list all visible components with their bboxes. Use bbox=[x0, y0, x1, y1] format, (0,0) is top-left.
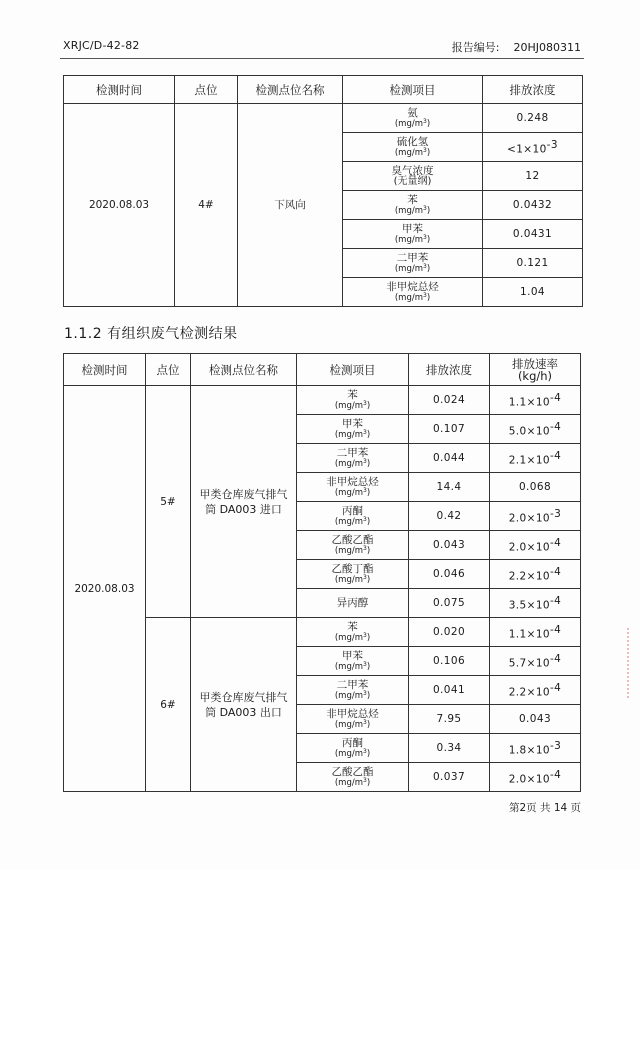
concentration-cell bbox=[483, 133, 583, 162]
table2-col-header bbox=[490, 354, 581, 386]
report-number-value: 20HJ080311 bbox=[513, 41, 581, 54]
table2-col-header: 检测项目 bbox=[297, 354, 409, 386]
item-name: 二甲苯 bbox=[336, 679, 369, 691]
item-cell bbox=[297, 647, 409, 676]
point-name-cell: 下风向 bbox=[238, 104, 343, 307]
emission-rate-cell-exponent: -4 bbox=[549, 681, 562, 694]
point-cell: 6# bbox=[146, 618, 191, 792]
item-unit: $(mg/m^3)$ bbox=[334, 690, 371, 701]
unit-text: mg/m bbox=[398, 235, 423, 245]
unit-text: mg/m bbox=[338, 575, 363, 585]
concentration-cell-value: 0.0431 bbox=[512, 228, 553, 240]
point-name-line1: 甲类仓库废气排气 bbox=[199, 690, 288, 704]
emission-rate-cell-value: 2.2×10 bbox=[508, 686, 550, 699]
emission-rate-cell bbox=[490, 676, 581, 705]
item-cell bbox=[297, 531, 409, 560]
unit-text: mg/m bbox=[398, 293, 423, 303]
concentration-cell-value: 0.121 bbox=[516, 257, 549, 269]
emission-rate-cell-exponent: -4 bbox=[549, 768, 562, 781]
item-name: 苯 bbox=[407, 194, 418, 206]
concentration-cell-value: 1.04 bbox=[520, 286, 545, 298]
concentration-cell bbox=[409, 560, 490, 589]
item-unit: $(mg/m^3)$ bbox=[334, 487, 371, 498]
point-name-line2: 筒 DA003 出口 bbox=[205, 705, 282, 719]
point-name-cell bbox=[191, 618, 297, 792]
concentration-value: 14.4 bbox=[436, 481, 462, 493]
emission-rate-cell-exponent: -4 bbox=[549, 449, 562, 462]
item-cell bbox=[297, 386, 409, 415]
point-cell: 5# bbox=[146, 386, 191, 618]
unit-text: mg/m bbox=[338, 401, 363, 411]
document-code: XRJC/D-42-82 bbox=[63, 39, 140, 52]
point-name-cell bbox=[191, 386, 297, 618]
item-cell bbox=[297, 676, 409, 705]
item-name: 甲苯 bbox=[342, 418, 363, 430]
emission-rate-cell-exponent: -4 bbox=[549, 565, 562, 578]
item-unit: $(mg/m^3)$ bbox=[334, 777, 371, 788]
unit-text: mg/m bbox=[338, 691, 363, 701]
table-row bbox=[64, 104, 583, 133]
item-name: 氨 bbox=[407, 107, 418, 119]
item-unit: (无量纲) bbox=[393, 176, 432, 187]
table2-col-header: 点位 bbox=[146, 354, 191, 386]
item-name: 非甲烷总烃 bbox=[326, 476, 379, 488]
emission-rate-cell bbox=[490, 763, 581, 792]
concentration-cell bbox=[409, 618, 490, 647]
point-cell: 4# bbox=[175, 104, 238, 307]
unit-text: mg/m bbox=[338, 546, 363, 556]
emission-rate-cell-value: 2.0×10 bbox=[508, 512, 550, 525]
item-cell bbox=[297, 763, 409, 792]
unit-text: mg/m bbox=[398, 119, 423, 129]
unorganized-emission-table bbox=[63, 75, 583, 307]
item-unit: $(mg/m^3)$ bbox=[394, 118, 431, 129]
unit-text: mg/m bbox=[338, 517, 363, 527]
emission-rate-cell-exponent: -4 bbox=[549, 391, 562, 404]
concentration-cell bbox=[483, 104, 583, 133]
header-rule bbox=[60, 58, 584, 59]
emission-rate-cell-value: 1.1×10 bbox=[508, 396, 550, 409]
concentration-cell bbox=[409, 473, 490, 502]
concentration-cell bbox=[409, 763, 490, 792]
concentration-cell bbox=[409, 589, 490, 618]
rate-header-line1: 排放速率 bbox=[512, 356, 558, 371]
item-unit: $(mg/m^3)$ bbox=[394, 205, 431, 216]
concentration-cell bbox=[483, 278, 583, 307]
concentration-cell bbox=[409, 502, 490, 531]
item-unit: $(mg/m^3)$ bbox=[334, 545, 371, 556]
concentration-cell bbox=[409, 386, 490, 415]
emission-rate-cell-exponent: -3 bbox=[549, 507, 562, 520]
item-name: 苯 bbox=[347, 621, 358, 633]
concentration-cell bbox=[483, 249, 583, 278]
seal-edge-mark bbox=[627, 628, 637, 698]
item-name: 甲苯 bbox=[342, 650, 363, 662]
unit-text: mg/m bbox=[398, 206, 423, 216]
unit-text: mg/m bbox=[338, 459, 363, 469]
item-cell bbox=[343, 133, 483, 162]
report-number-label: 报告编号: bbox=[451, 41, 500, 54]
concentration-cell-value: <1×10 bbox=[507, 143, 547, 156]
emission-rate-cell bbox=[490, 502, 581, 531]
unit-text: mg/m bbox=[338, 778, 363, 788]
emission-rate-cell bbox=[490, 415, 581, 444]
item-name: 二甲苯 bbox=[336, 447, 369, 459]
item-unit: $(mg/m^3)$ bbox=[334, 429, 371, 440]
item-name: 乙酸乙酯 bbox=[331, 534, 374, 546]
item-cell bbox=[297, 560, 409, 589]
item-unit: $(mg/m^3)$ bbox=[334, 516, 371, 527]
table-row bbox=[64, 386, 581, 415]
concentration-value: 0.42 bbox=[436, 510, 462, 522]
item-unit: $(mg/m^3)$ bbox=[334, 574, 371, 585]
concentration-value: 0.106 bbox=[432, 655, 466, 667]
item-unit: $(mg/m^3)$ bbox=[334, 748, 371, 759]
unit-text: mg/m bbox=[398, 264, 423, 274]
emission-rate-cell bbox=[490, 473, 581, 502]
item-cell bbox=[343, 220, 483, 249]
concentration-value: 0.043 bbox=[432, 539, 466, 551]
concentration-cell bbox=[409, 444, 490, 473]
item-cell bbox=[297, 473, 409, 502]
unit-text: mg/m bbox=[338, 749, 363, 759]
item-name: 乙酸乙酯 bbox=[331, 766, 374, 778]
item-name: 异丙醇 bbox=[336, 597, 369, 609]
item-cell bbox=[297, 705, 409, 734]
unit-text: mg/m bbox=[338, 720, 363, 730]
item-name: 硫化氢 bbox=[396, 136, 429, 148]
emission-rate-cell-value: 0.068 bbox=[518, 481, 552, 493]
item-name: 非甲烷总烃 bbox=[326, 708, 379, 720]
item-unit: $(mg/m^3)$ bbox=[334, 400, 371, 411]
concentration-cell bbox=[409, 647, 490, 676]
item-unit: $(mg/m^3)$ bbox=[334, 719, 371, 730]
emission-rate-cell bbox=[490, 705, 581, 734]
unit-text: mg/m bbox=[398, 148, 423, 158]
item-cell bbox=[297, 415, 409, 444]
rate-header-line2: (kg/h) bbox=[517, 368, 553, 383]
point-name-line1: 甲类仓库废气排气 bbox=[199, 487, 288, 501]
unit-text: mg/m bbox=[338, 488, 363, 498]
concentration-value: 0.34 bbox=[436, 742, 462, 754]
emission-rate-cell-exponent: -3 bbox=[549, 739, 562, 752]
organized-emission-table bbox=[63, 353, 581, 792]
blank-area bbox=[0, 870, 640, 1054]
emission-rate-cell-value: 3.5×10 bbox=[508, 599, 550, 612]
concentration-cell-value: 12 bbox=[525, 170, 540, 182]
item-unit: $(mg/m^3)$ bbox=[394, 234, 431, 245]
concentration-cell bbox=[409, 415, 490, 444]
unit-text: mg/m bbox=[338, 662, 363, 672]
concentration-cell bbox=[483, 162, 583, 191]
emission-rate-cell bbox=[490, 589, 581, 618]
item-cell bbox=[343, 162, 483, 191]
emission-rate-cell-value: 1.1×10 bbox=[508, 628, 550, 641]
point-name-line2: 筒 DA003 进口 bbox=[205, 502, 282, 516]
emission-rate-cell-exponent: -4 bbox=[549, 420, 562, 433]
emission-rate-cell-value: 2.1×10 bbox=[508, 454, 550, 467]
item-name: 苯 bbox=[347, 389, 358, 401]
emission-rate-cell bbox=[490, 618, 581, 647]
concentration-cell-value: 0.248 bbox=[516, 112, 549, 124]
item-cell bbox=[297, 734, 409, 763]
unit-text: mg/m bbox=[338, 633, 363, 643]
table2-header-row bbox=[64, 354, 581, 386]
test-date-cell: 2020.08.03 bbox=[64, 104, 175, 307]
emission-rate-cell bbox=[490, 531, 581, 560]
concentration-cell bbox=[483, 220, 583, 249]
emission-rate-cell-value: 1.8×10 bbox=[508, 744, 550, 757]
item-cell bbox=[343, 104, 483, 133]
table1-col-header: 检测项目 bbox=[343, 76, 483, 104]
emission-rate-cell-value: 0.043 bbox=[518, 713, 552, 725]
item-cell bbox=[343, 249, 483, 278]
concentration-cell bbox=[483, 191, 583, 220]
item-unit: $(mg/m^3)$ bbox=[334, 632, 371, 643]
item-cell bbox=[297, 444, 409, 473]
item-unit: $(mg/m^3)$ bbox=[334, 661, 371, 672]
concentration-cell bbox=[409, 705, 490, 734]
concentration-value: 0.020 bbox=[432, 626, 466, 638]
page-number: 第2页 共 14 页 bbox=[509, 802, 582, 814]
item-unit: $(mg/m^3)$ bbox=[334, 458, 371, 469]
emission-rate-cell-exponent: -4 bbox=[549, 652, 562, 665]
concentration-cell-exponent: -3 bbox=[546, 138, 558, 151]
table1-col-header: 检测点位名称 bbox=[238, 76, 343, 104]
unit-text: mg/m bbox=[338, 430, 363, 440]
table2-col-header: 检测点位名称 bbox=[191, 354, 297, 386]
emission-rate-cell-value: 2.0×10 bbox=[508, 773, 550, 786]
item-unit: $(mg/m^3)$ bbox=[394, 292, 431, 303]
concentration-cell-value: 0.0432 bbox=[512, 199, 553, 211]
emission-rate-cell-value: 2.0×10 bbox=[508, 541, 550, 554]
emission-rate-cell bbox=[490, 647, 581, 676]
test-date-cell: 2020.08.03 bbox=[64, 386, 146, 792]
concentration-value: 0.037 bbox=[432, 771, 466, 783]
item-cell bbox=[297, 502, 409, 531]
item-name: 二甲苯 bbox=[396, 252, 429, 264]
item-name: 臭气浓度 bbox=[391, 165, 434, 177]
table1-col-header: 排放浓度 bbox=[483, 76, 583, 104]
emission-rate-cell-exponent: -4 bbox=[549, 623, 562, 636]
emission-rate-cell-value: 2.2×10 bbox=[508, 570, 550, 583]
emission-rate-cell bbox=[490, 444, 581, 473]
emission-rate-cell bbox=[490, 386, 581, 415]
item-cell bbox=[343, 191, 483, 220]
emission-rate-cell-exponent: -4 bbox=[549, 594, 562, 607]
table2-col-header: 排放浓度 bbox=[409, 354, 490, 386]
item-unit: $(mg/m^3)$ bbox=[394, 263, 431, 274]
item-cell bbox=[297, 618, 409, 647]
concentration-value: 0.044 bbox=[432, 452, 466, 464]
item-cell bbox=[343, 278, 483, 307]
emission-rate-cell bbox=[490, 734, 581, 763]
concentration-value: 7.95 bbox=[436, 713, 462, 725]
emission-rate-cell-exponent: -4 bbox=[549, 536, 562, 549]
item-name: 乙酸丁酯 bbox=[331, 563, 374, 575]
table1-col-header: 检测时间 bbox=[64, 76, 175, 104]
concentration-value: 0.075 bbox=[432, 597, 466, 609]
item-name: 非甲烷总烃 bbox=[386, 281, 439, 293]
emission-rate-cell-value: 5.0×10 bbox=[508, 425, 550, 438]
table1-col-header: 点位 bbox=[175, 76, 238, 104]
concentration-cell bbox=[409, 531, 490, 560]
table1-header-row bbox=[64, 76, 583, 104]
concentration-cell bbox=[409, 676, 490, 705]
section-title: 1.1.2 有组织废气检测结果 bbox=[64, 326, 238, 342]
item-name: 甲苯 bbox=[402, 223, 423, 235]
concentration-cell bbox=[409, 734, 490, 763]
emission-rate-cell-value: 5.7×10 bbox=[508, 657, 550, 670]
item-name: 丙酮 bbox=[342, 737, 363, 749]
item-cell bbox=[297, 589, 409, 618]
concentration-value: 0.041 bbox=[432, 684, 466, 696]
item-unit: $(mg/m^3)$ bbox=[394, 147, 431, 158]
concentration-value: 0.046 bbox=[432, 568, 466, 580]
report-number bbox=[438, 39, 581, 55]
table2-col-header: 检测时间 bbox=[64, 354, 146, 386]
item-name: 丙酮 bbox=[342, 505, 363, 517]
emission-rate-cell bbox=[490, 560, 581, 589]
concentration-value: 0.107 bbox=[432, 423, 466, 435]
concentration-value: 0.024 bbox=[432, 394, 466, 406]
